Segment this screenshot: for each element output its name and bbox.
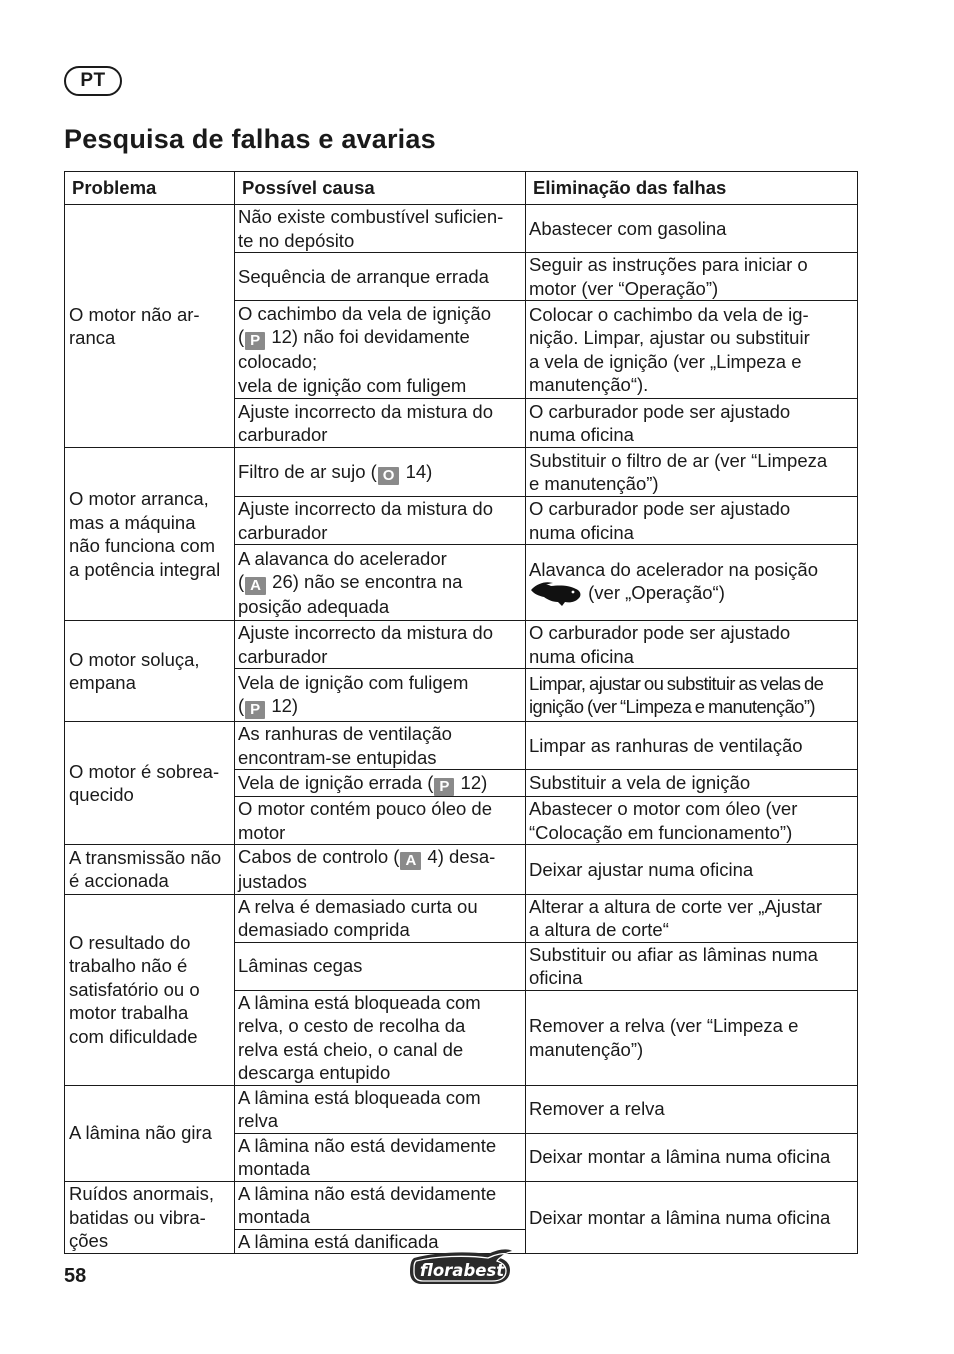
cause-cell: Filtro de ar sujo ( O 14) (235, 448, 526, 497)
table-row (65, 894, 858, 942)
header-cause: Possível causa (235, 172, 526, 205)
cause-cell: A alavanca do acelerador ( A 26) não se encontra na posição adequada (235, 545, 526, 621)
cause-cell: Sequência de arranque errada (235, 253, 526, 301)
problem-cell: O motor arranca, mas a máquina não funciona com a potência integral (65, 448, 235, 621)
cause-cell: Vela de ignição com fuligem ( P 12) (235, 669, 526, 722)
page-number: 58 (64, 1265, 87, 1287)
table-row (65, 1085, 858, 1133)
cause-cell: O cachimbo da vela de ignição ( P 12) não foi devidamente colocado; vela de ignição com fuligem (235, 301, 526, 399)
cause-cell: A lâmina não está devidamente montada (235, 1133, 526, 1181)
table-header-row (65, 172, 858, 205)
cause-cell: Não existe combustível suficien- te no depósito (235, 205, 526, 253)
remedy-cell: O carburador pode ser ajustado numa oficina (526, 399, 858, 448)
problem-cell: O motor não ar- ranca (65, 205, 235, 448)
cause-cell: O motor contém pouco óleo de motor (235, 797, 526, 845)
spark-plug-symbol: P (245, 332, 265, 350)
problem-cell: A lâmina não gira (65, 1085, 235, 1181)
remedy-cell: Seguir as instruções para iniciar o motor (ver “Operação”) (526, 253, 858, 301)
cause-cell: Lâminas cegas (235, 942, 526, 990)
troubleshooting-table (64, 171, 858, 1254)
table-row (65, 845, 858, 895)
cause-cell: A relva é demasiado curta ou demasiado comprida (235, 894, 526, 942)
problem-cell: O motor é sobrea- quecido (65, 722, 235, 845)
problem-cell: O motor soluça, empana (65, 621, 235, 722)
remedy-cell: O carburador pode ser ajustado numa oficina (526, 621, 858, 669)
header-problem: Problema (65, 172, 235, 205)
remedy-cell: Abastecer com gasolina (526, 205, 858, 253)
header-remedy: Eliminação das falhas (526, 172, 858, 205)
remedy-cell: Abastecer o motor com óleo (ver “Colocação em funcionamento”) (526, 797, 858, 845)
table-row (65, 621, 858, 669)
cause-cell: Cabos de controlo ( A 4) desa- justados (235, 845, 526, 895)
air-filter-symbol: O (378, 467, 400, 485)
remedy-cell: Deixar montar a lâmina numa oficina (526, 1181, 858, 1254)
hare-icon (529, 581, 583, 607)
table-row (65, 448, 858, 497)
page-title: Pesquisa de falhas e avarias (64, 124, 436, 154)
language-badge: PT (64, 66, 122, 96)
remedy-cell: Remover a relva (ver “Limpeza e manutenção”) (526, 990, 858, 1085)
remedy-cell: Alterar a altura de corte ver „Ajustar a altura de corte“ (526, 894, 858, 942)
brand-logo (406, 1246, 518, 1288)
cause-cell: Ajuste incorrecto da mistura do carburador (235, 621, 526, 669)
table-row (65, 205, 858, 253)
remedy-cell: O carburador pode ser ajustado numa oficina (526, 497, 858, 545)
remedy-cell: Deixar montar a lâmina numa oficina (526, 1133, 858, 1181)
remedy-cell: Limpar as ranhuras de ventilação (526, 722, 858, 770)
table-row (65, 1181, 858, 1229)
remedy-cell: Remover a relva (526, 1085, 858, 1133)
remedy-cell: Limpar, ajustar ou substituir as velas de ignição (ver “Limpeza e manutenção”) (526, 669, 858, 722)
remedy-cell: Colocar o cachimbo da vela de ig- nição. Limpar, ajustar ou substituir a vela de ignição (ver „Limpeza e manutenção“). (526, 301, 858, 399)
control-cable-symbol: A (400, 852, 421, 870)
cause-cell: A lâmina está bloqueada com relva (235, 1085, 526, 1133)
problem-cell: Ruídos anormais, batidas ou vibra- ções (65, 1181, 235, 1254)
remedy-cell: Substituir o filtro de ar (ver “Limpeza e manutenção”) (526, 448, 858, 497)
throttle-symbol: A (245, 577, 266, 595)
cause-cell: As ranhuras de ventilação encontram-se entupidas (235, 722, 526, 770)
table-row (65, 722, 858, 770)
cause-cell: Vela de ignição errada ( P 12) (235, 770, 526, 797)
remedy-cell: Alavanca do acelerador na posição (ver „Operação“) (526, 545, 858, 621)
cause-cell: Ajuste incorrecto da mistura do carburador (235, 497, 526, 545)
cause-cell: A lâmina está danificada (235, 1229, 526, 1254)
remedy-cell: Substituir a vela de ignição (526, 770, 858, 797)
problem-cell: O resultado do trabalho não é satisfatório ou o motor trabalha com dificuldade (65, 894, 235, 1085)
cause-cell: A lâmina não está devidamente montada (235, 1181, 526, 1229)
spark-plug-symbol: P (245, 701, 265, 719)
remedy-cell: Substituir ou afiar as lâminas numa oficina (526, 942, 858, 990)
cause-cell: Ajuste incorrecto da mistura do carburador (235, 399, 526, 448)
logo-text: florabest (419, 1261, 505, 1280)
cause-cell: A lâmina está bloqueada com relva, o cesto de recolha da relva está cheio, o canal de descarga entupido (235, 990, 526, 1085)
remedy-cell: Deixar ajustar numa oficina (526, 845, 858, 895)
spark-plug-symbol: P (434, 778, 454, 796)
problem-cell: A transmissão não é accionada (65, 845, 235, 895)
